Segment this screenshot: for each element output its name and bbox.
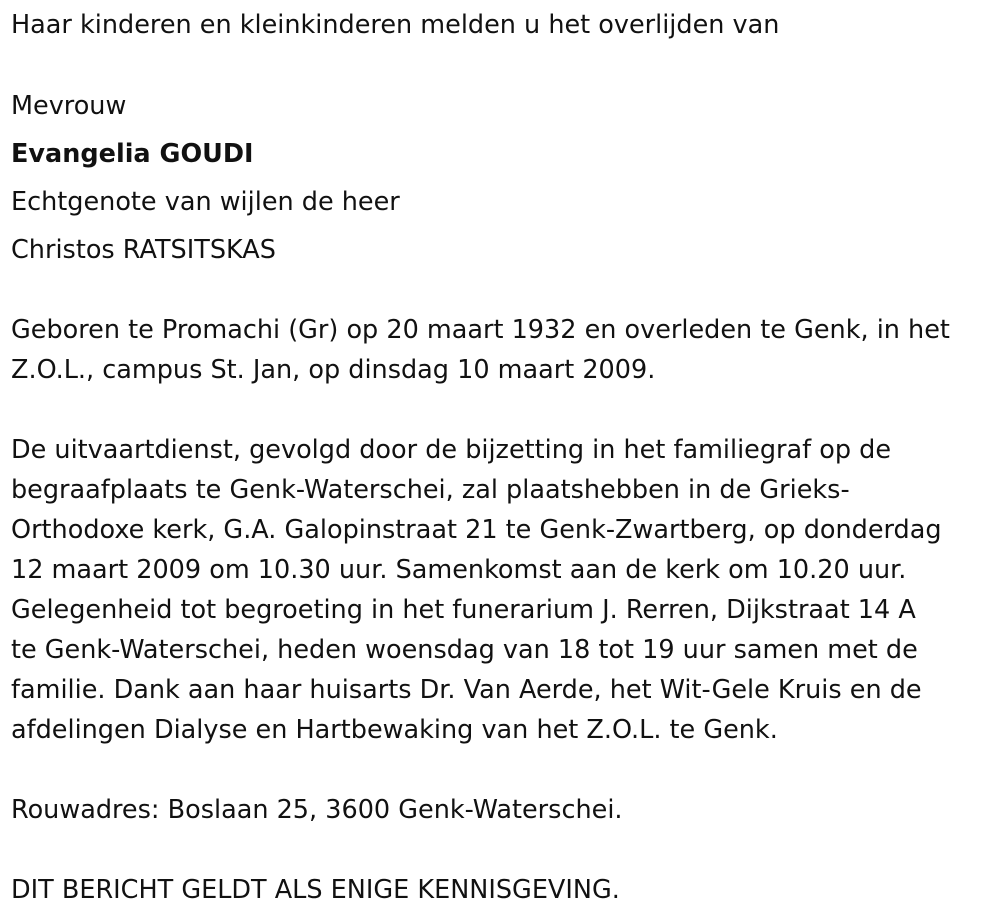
birth-death-line: Geboren te Promachi (Gr) op 20 maart 1932 en overleden te Genk, in het — [11, 315, 950, 345]
closing-text: DIT BERICHT GELDT ALS ENIGE KENNISGEVING. — [11, 875, 620, 905]
intro-text: Haar kinderen en kleinkinderen melden u het overlijden van — [11, 10, 780, 40]
birth-death-line: Z.O.L., campus St. Jan, op dinsdag 10 maart 2009. — [11, 355, 656, 385]
funeral-line: De uitvaartdienst, gevolgd door de bijzetting in het familiegraf op de — [11, 435, 892, 465]
salutation: Mevrouw — [11, 91, 127, 121]
spouse-name: Christos RATSITSKAS — [11, 235, 276, 265]
address-text: Rouwadres: Boslaan 25, 3600 Genk-Waterschei. — [11, 795, 623, 825]
deceased-name: Evangelia GOUDI — [11, 139, 254, 169]
relation-text: Echtgenote van wijlen de heer — [11, 187, 400, 217]
funeral-line: Orthodoxe kerk, G.A. Galopinstraat 21 te Genk-Zwartberg, op donderdag — [11, 515, 942, 545]
funeral-line: begraafplaats te Genk-Waterschei, zal plaatshebben in de Grieks- — [11, 475, 850, 505]
funeral-line: 12 maart 2009 om 10.30 uur. Samenkomst aan de kerk om 10.20 uur. — [11, 555, 907, 585]
funeral-line: te Genk-Waterschei, heden woensdag van 18 tot 19 uur samen met de — [11, 635, 918, 665]
funeral-line: familie. Dank aan haar huisarts Dr. Van Aerde, het Wit-Gele Kruis en de — [11, 675, 922, 705]
funeral-line: Gelegenheid tot begroeting in het funerarium J. Rerren, Dijkstraat 14 A — [11, 595, 916, 625]
funeral-line: afdelingen Dialyse en Hartbewaking van het Z.O.L. te Genk. — [11, 715, 778, 745]
